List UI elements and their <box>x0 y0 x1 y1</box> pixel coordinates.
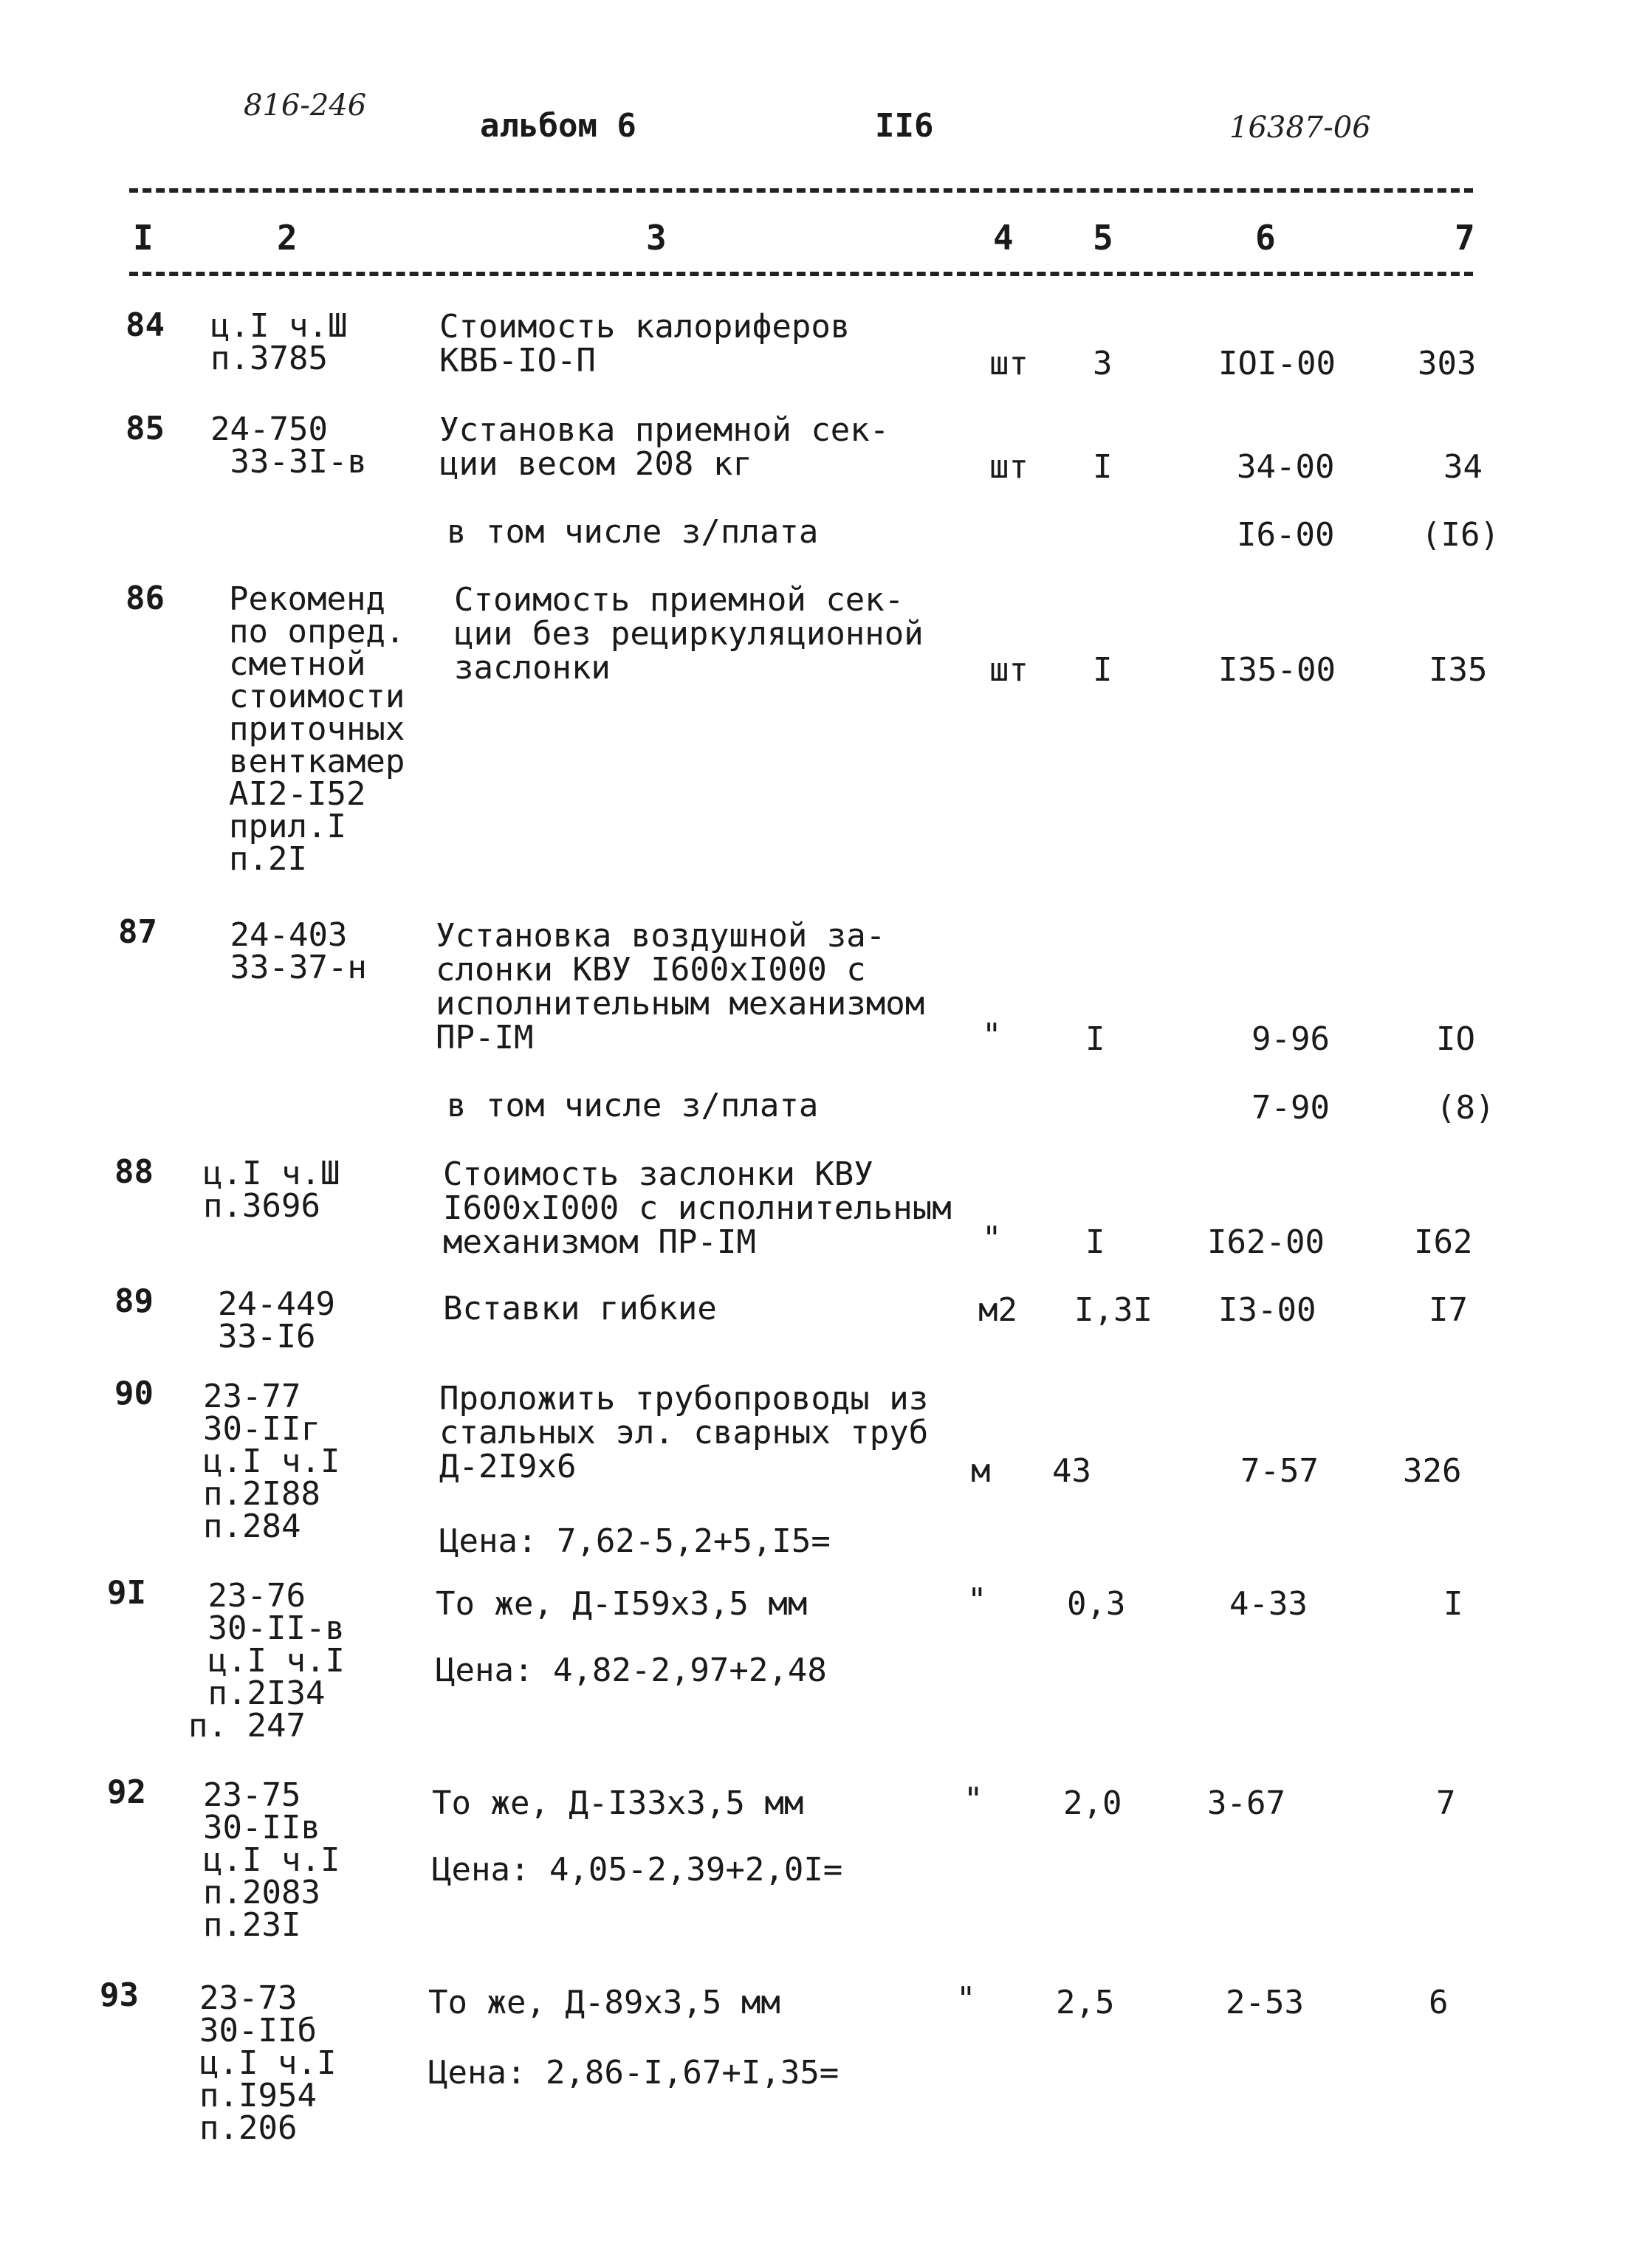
row-reference: 24-750 33-3I-в <box>210 410 367 481</box>
row-total: 34 <box>1443 448 1483 486</box>
row-number: 93 <box>100 1976 139 2014</box>
row-reference: 23-73 30-IIб ц.I ч.I п.I954 п.206 <box>199 1979 337 2147</box>
handwritten-code-right: 16387-06 <box>1229 111 1371 145</box>
row-number: 9I <box>107 1574 146 1612</box>
row-price: 9-96 <box>1251 1020 1330 1058</box>
row-price: I3-00 <box>1218 1291 1316 1329</box>
row-quantity: I <box>1085 1223 1105 1261</box>
row-description: в том числе з/плата <box>447 1087 819 1124</box>
row-unit: " <box>964 1781 983 1818</box>
row-price: 2-53 <box>1226 1984 1304 2021</box>
row-price: 4-33 <box>1229 1585 1308 1623</box>
row-unit: м <box>971 1452 991 1490</box>
row-quantity: I <box>1093 651 1113 689</box>
row-unit: " <box>982 1017 1002 1054</box>
price-note: Цена: 2,86-I,67+I,35= <box>428 2054 839 2092</box>
row-number: 87 <box>118 913 157 951</box>
row-unit: " <box>982 1220 1002 1257</box>
row-total: I62 <box>1414 1223 1473 1261</box>
price-note: Цена: 7,62-5,2+5,I5= <box>439 1522 831 1560</box>
column-header-7: 7 <box>1455 218 1475 258</box>
row-number: 85 <box>126 410 165 447</box>
row-unit: шт <box>989 345 1029 382</box>
row-description: Стоимость приемной сек- ции без рециркуляционной заслонки <box>454 581 924 687</box>
row-price: IOI-00 <box>1218 345 1336 382</box>
row-number: 84 <box>126 306 165 344</box>
row-description: Вставки гибкие <box>443 1290 717 1327</box>
column-header-6: 6 <box>1255 218 1276 258</box>
row-price: 7-90 <box>1251 1089 1330 1127</box>
row-total: I35 <box>1429 651 1488 689</box>
price-note: Цена: 4,05-2,39+2,0I= <box>432 1851 843 1889</box>
row-description: Установка воздушной за- слонки КВУ I600xI000 с исполнительным механизмом ПР-IМ <box>436 917 925 1056</box>
row-total: I7 <box>1429 1291 1468 1329</box>
row-price: 7-57 <box>1240 1452 1319 1490</box>
row-quantity: 0,3 <box>1067 1585 1126 1623</box>
row-description: Проложить трубопроводы из стальных эл. сварных труб Д-2I9x6 <box>439 1380 929 1485</box>
column-header-2: 2 <box>277 218 298 258</box>
row-total: IO <box>1436 1020 1475 1058</box>
row-total: I <box>1443 1585 1463 1623</box>
row-total: 303 <box>1418 345 1477 382</box>
page-number: II6 <box>875 107 934 145</box>
row-description: в том числе з/плата <box>447 513 819 551</box>
row-total: 7 <box>1436 1784 1456 1822</box>
row-description: Стоимость заслонки КВУ I600xI000 с исполнительным механизмом ПР-IМ <box>443 1155 952 1261</box>
row-quantity: 43 <box>1052 1452 1091 1490</box>
row-description: То же, Д-I33x3,5 мм <box>432 1784 804 1822</box>
row-total: (8) <box>1436 1089 1495 1127</box>
row-quantity: I <box>1093 448 1113 486</box>
row-description: Стоимость калориферов КВБ-IO-П <box>439 308 851 379</box>
row-unit: м2 <box>978 1291 1017 1329</box>
row-price: I35-00 <box>1218 651 1336 689</box>
column-header-3: 3 <box>646 218 667 258</box>
row-description: То же, Д-89x3,5 мм <box>428 1984 780 2021</box>
row-total: 326 <box>1403 1452 1462 1490</box>
divider-top <box>129 188 1473 193</box>
row-price: 3-67 <box>1207 1784 1285 1822</box>
row-number: 86 <box>126 580 165 617</box>
row-description: То же, Д-I59x3,5 мм <box>436 1585 808 1623</box>
row-quantity: I,3I <box>1074 1291 1153 1329</box>
column-header-1: I <box>133 218 154 258</box>
row-number: 92 <box>107 1773 146 1811</box>
row-reference: 24-449 33-I6 <box>218 1285 335 1355</box>
row-reference: 23-77 30-IIг ц.I ч.I п.2I88 п.284 <box>203 1378 340 1545</box>
row-number: 89 <box>114 1282 154 1320</box>
row-quantity: 2,5 <box>1056 1984 1115 2021</box>
divider-header <box>129 272 1473 276</box>
row-reference: Рекоменд по опред. сметной стоимости приточных венткамер AI2-I52 прил.I п.2I <box>229 580 405 878</box>
row-unit: шт <box>989 651 1029 689</box>
row-quantity: 3 <box>1093 345 1113 382</box>
row-number: 90 <box>114 1375 154 1412</box>
row-unit: " <box>956 1980 976 2018</box>
row-number: 88 <box>114 1153 154 1191</box>
row-unit: шт <box>989 448 1029 486</box>
row-unit: " <box>967 1581 987 1619</box>
row-reference: ц.I ч.Ш п.3696 <box>203 1155 340 1225</box>
row-total: (I6) <box>1421 516 1500 554</box>
price-note: Цена: 4,82-2,97+2,48 <box>436 1652 827 1689</box>
row-reference: 24-403 33-37-н <box>230 916 367 986</box>
row-reference: 23-76 30-II-в ц.I ч.I п.2I34 п. 247 <box>188 1577 345 1745</box>
row-price: 34-00 <box>1237 448 1335 486</box>
row-reference: ц.I ч.Ш п.3785 <box>210 307 348 377</box>
row-price: I62-00 <box>1207 1223 1325 1261</box>
row-description: Установка приемной сек- ции весом 208 кг <box>439 411 890 483</box>
row-reference: 23-75 30-IIв ц.I ч.I п.2083 п.23I <box>203 1776 340 1944</box>
column-header-5: 5 <box>1093 218 1113 258</box>
row-quantity: I <box>1085 1020 1105 1058</box>
row-quantity: 2,0 <box>1063 1784 1122 1822</box>
row-total: 6 <box>1429 1984 1449 2021</box>
row-price: I6-00 <box>1237 516 1335 554</box>
column-header-4: 4 <box>993 218 1014 258</box>
album-label: альбом 6 <box>480 107 636 145</box>
handwritten-code-left: 816-246 <box>244 89 367 123</box>
